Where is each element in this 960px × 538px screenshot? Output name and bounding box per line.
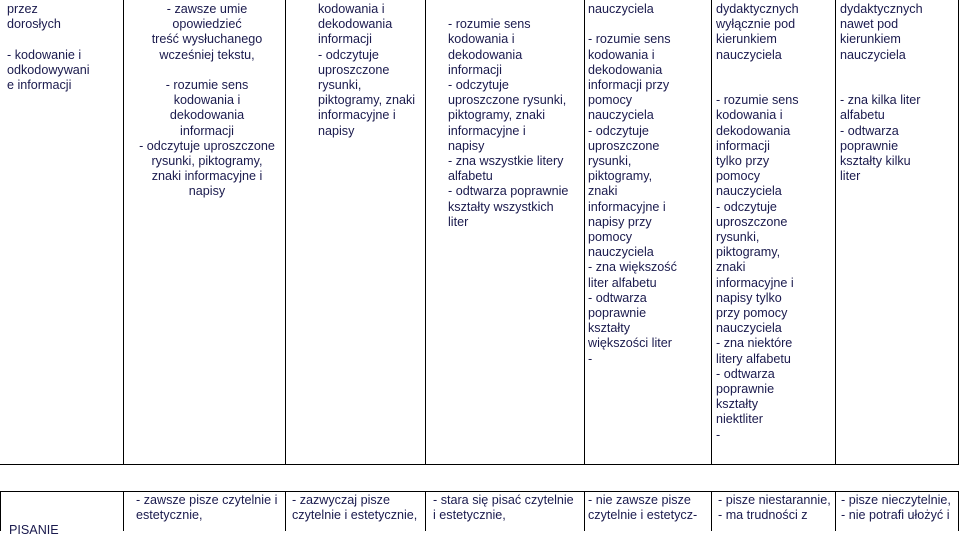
column-divider [711,491,712,531]
column-divider [425,491,426,531]
cell-line: liter [840,169,861,184]
cell-line: napisy [448,138,485,153]
cell-line: uproszczone rysunki, [448,93,567,108]
cell-line: tylko przy [716,154,770,169]
cell-line: dekodowania [318,17,393,32]
cell-line: - zna kilka liter [840,93,921,108]
cell-line: - odczytuje uproszczone [139,138,275,153]
cell-line: uproszczone [318,62,390,77]
cell-line: dekodowania [169,108,245,123]
column-divider [285,491,286,531]
cell-line: - zna większość [588,260,677,275]
cell-line: napisy przy [588,214,652,229]
cell-line: piktogramy, [716,245,781,260]
cell-line: wyłącznie pod [716,17,796,32]
cell-line [7,32,121,47]
cell-line: znaki [588,184,618,199]
cell-line: nauczyciela [588,245,654,260]
cell-line [588,17,709,32]
cell-line: - zna niektóre [716,336,793,351]
column-divider [958,0,959,465]
cell-col6-top [716,2,833,443]
cell-line: nauczyciela [588,2,654,16]
cell-line: kierunkiem [716,32,777,47]
cell-line: piktogramy, znaki [448,108,546,123]
cell-line: nauczyciela [840,47,906,62]
cell-line: dydaktycznych [840,2,923,16]
cell-line: dekodowania [716,123,791,138]
cell-line: estetycznie, [136,508,203,523]
cell-line: informacji [180,123,234,138]
cell-line: kodowania i [318,2,385,16]
cell-col7-bottom [841,493,958,523]
cell-line: przez [7,2,38,16]
cell-line: niektliter [716,412,763,427]
cell-line: poprawnie [588,306,647,321]
cell-line: alfabetu [840,108,885,123]
cell-col5-bottom [588,493,710,523]
cell-line: wcześniej tekstu, [159,47,255,62]
cell-line: większości liter [588,336,672,351]
cell-line: piktogramy, znaki [318,93,416,108]
cell-line: - odtwarza [588,290,647,305]
cell-line [131,63,283,78]
cell-line: i estetycznie, [433,508,506,523]
cell-line: - [588,351,593,366]
column-divider [123,491,124,531]
cell-line: - nie potrafi ułożyć i [841,508,950,523]
cell-line: alfabetu [448,169,493,184]
column-divider [835,0,836,465]
cell-line: rysunki, [716,230,760,245]
cell-line [448,2,582,17]
row-divider [0,464,959,465]
cell-line: rysunki, [588,154,632,169]
cell-col6-bottom [718,493,834,523]
cell-line: dekodowania [588,62,663,77]
cell-line: - odtwarza [840,123,899,138]
cell-line: poprawnie [840,138,899,153]
cell-line: kodowania i [716,108,783,123]
cell-line: pomocy [588,93,633,108]
cell-line: pomocy [588,230,633,245]
cell-col3-bottom [292,493,424,523]
cell-line: - pisze niestarannie, [718,493,831,507]
cell-col2-top [131,2,283,200]
cell-line: - zna wszystkie litery [448,154,564,169]
cell-line: rysunki, [318,78,362,93]
cell-line [840,78,956,93]
cell-line: informacyjne i [318,108,396,123]
cell-line: odkodowywani [7,62,90,77]
column-divider [584,0,585,465]
cell-line: napisy tylko [716,290,782,305]
cell-line: kształty kilku [840,154,911,169]
column-divider [958,491,959,531]
cell-line: nauczyciela [716,47,782,62]
column-divider [425,0,426,465]
cell-line: - nie zawsze pisze [588,493,691,507]
cell-col7-top [840,2,956,184]
cell-line: rysunki, piktogramy, [151,154,263,169]
cell-line: nawet pod [840,17,899,32]
row-label-text: PISANIE [9,523,59,538]
cell-col5-top [588,2,709,367]
cell-line: - zazwyczaj pisze [292,493,390,507]
column-divider [711,0,712,465]
column-divider [0,491,1,531]
cell-line: czytelnie i estetycz- [588,508,698,523]
cell-line: treść wysłuchanego [151,32,263,47]
cell-line: - odczytuje [588,123,649,138]
cell-line: czytelnie i estetycznie, [292,508,418,523]
cell-line: napisy [318,123,355,138]
row-divider [0,491,959,492]
cell-line: poprawnie [716,382,775,397]
cell-line: kierunkiem [840,32,901,47]
cell-line: dorosłych [7,17,61,32]
cell-line: - zawsze umie opowiedzieć [166,2,248,32]
cell-line: - ma trudności z [718,508,808,523]
cell-col4-top [448,2,582,230]
cell-line: - pisze nieczytelnie, [841,493,951,507]
cell-line: informacji [448,62,502,77]
cell-line: uproszczone [588,138,660,153]
cell-line: dydaktycznych [716,2,799,16]
cell-col2-bottom [136,493,284,523]
cell-line: nauczyciela [716,184,782,199]
cell-line: liter [448,214,469,229]
cell-line: kodowania i [173,93,241,108]
cell-col3-top [318,2,423,139]
cell-line: - stara się pisać czytelnie [433,493,574,507]
cell-line: piktogramy, [588,169,653,184]
cell-line: - odczytuje [318,47,379,62]
cell-line [840,63,956,78]
column-divider [584,491,585,531]
cell-line: informacji przy [588,78,670,93]
cell-line: znaki [716,260,746,275]
cell-line: kształty [716,397,758,412]
row-label-pisanie [9,508,119,538]
cell-line: - odczytuje [716,199,777,214]
cell-line: kształty [588,321,630,336]
cell-line: uproszczone [716,214,788,229]
cell-line: informacyjne i [716,275,794,290]
cell-line: nauczyciela [716,321,782,336]
cell-line: kodowania i [588,47,655,62]
cell-line [716,78,833,93]
cell-line: - odczytuje [448,78,509,93]
cell-line: - rozumie sens [716,93,799,108]
cell-line: - zawsze pisze czytelnie i [136,493,278,507]
cell-line: - odtwarza [716,366,775,381]
cell-line: znaki informacyjne i [151,169,263,184]
cell-line: kształty wszystkich [448,199,554,214]
cell-line: przy pomocy [716,306,788,321]
cell-line: - odtwarza poprawnie [448,184,569,199]
cell-line: informacyjne i [588,199,666,214]
cell-line: napisy [188,184,226,199]
column-divider [835,491,836,531]
cell-line: liter alfabetu [588,275,657,290]
cell-line: - kodowanie i [7,47,82,62]
cell-line: kodowania i [448,32,515,47]
cell-line: nauczyciela [588,108,654,123]
cell-line: informacji [716,138,770,153]
column-divider [123,0,124,465]
cell-col4-bottom [433,493,583,523]
cell-line: - rozumie sens [588,32,671,47]
cell-line: pomocy [716,169,761,184]
cell-line: informacji [318,32,372,47]
cell-line: e informacji [7,78,72,93]
cell-col1-top [7,2,121,93]
cell-line: - rozumie sens [165,78,249,93]
cell-line: litery alfabetu [716,351,791,366]
cell-line: dekodowania [448,47,523,62]
cell-line: - [716,427,721,442]
cell-line [716,63,833,78]
column-divider [285,0,286,465]
cell-line: - rozumie sens [448,17,531,32]
cell-line: informacyjne i [448,123,526,138]
